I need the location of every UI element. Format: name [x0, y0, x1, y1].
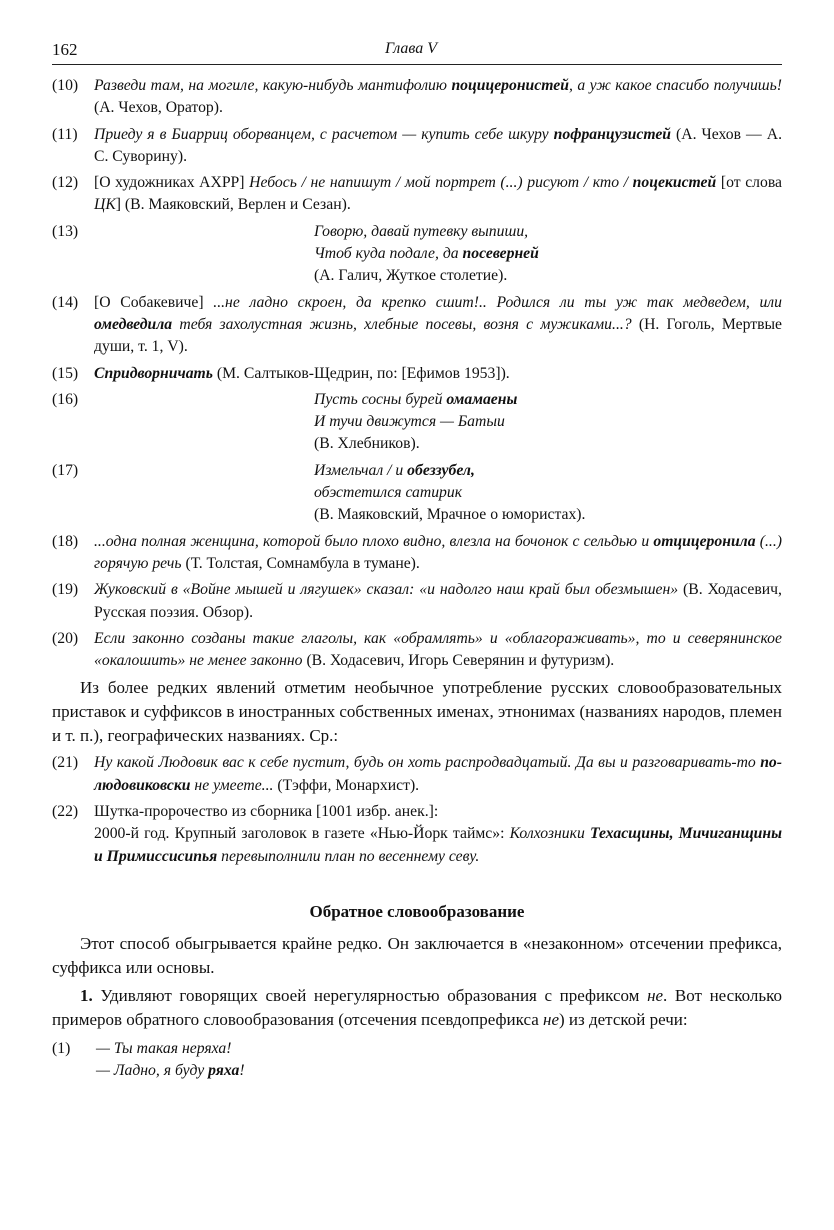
body-paragraph: Этот способ обыгрывается крайне редко. Он заключается в «незаконном» отсечении префикса, суффикса или основы.	[52, 933, 782, 977]
text-run: Чтоб куда подале, да	[314, 245, 463, 263]
verse-line	[314, 221, 782, 243]
body-paragraph: Из более редких явлений отметим необычное употребление русских словообразовательных приставок и суффиксов в иностранных собственных именах, этнонимах (названиях народов, племен и т. п.), географических названиях. Ср.:	[52, 678, 782, 746]
emphasized-word: пофранцузистей	[553, 125, 672, 143]
text-run: не умеете...	[190, 776, 274, 794]
example-10	[52, 75, 782, 120]
verse-line	[314, 482, 782, 504]
text-run: (М. Салтыков-Щедрин, по: [Ефимов 1953]).	[212, 364, 510, 382]
example-19	[52, 579, 782, 624]
text-run: (Тэффи, Монархист).	[273, 776, 420, 794]
example-16	[52, 389, 782, 456]
example-number: (13)	[52, 222, 79, 240]
emphasized-word: омедведила	[94, 315, 173, 333]
verse-line	[314, 389, 782, 411]
verse-line	[96, 1060, 782, 1082]
text-run: Разведи там, на могиле, какую-нибудь мантифолию	[94, 77, 452, 94]
verse-line	[314, 265, 782, 287]
emphasized-word: Спридворничать	[94, 364, 213, 382]
running-header	[52, 38, 782, 65]
text-run: , а уж какое спасибо получишь!	[568, 77, 782, 94]
emphasized-word: Техасщины, Мичиганщины и Примиссисипья	[94, 825, 782, 865]
example-number: (18)	[52, 532, 79, 550]
text-run: Колхозники	[509, 825, 590, 843]
example-number: (12)	[52, 174, 79, 192]
text-run: !	[239, 1061, 245, 1079]
verse-line	[314, 411, 782, 433]
emphasized-word: обеззубел,	[407, 461, 475, 479]
verse-block	[94, 460, 782, 527]
chapter-title: Глава V	[385, 40, 438, 57]
text-run: не	[647, 985, 664, 1005]
text-run: Шутка-пророчество из сборника [1001 избр. анек.]:	[94, 803, 439, 821]
example-15	[52, 363, 782, 385]
emphasized-word: поцекистей	[632, 174, 717, 192]
body-paragraph-numbered	[52, 984, 782, 1032]
example-number: (21)	[52, 754, 79, 772]
example-11	[52, 124, 782, 169]
page-number: 162	[52, 40, 78, 59]
example-18	[52, 531, 782, 576]
text-run: ...одна полная женщина, которой было плохо видно, влезла на бочонок с сельдью и	[94, 532, 654, 550]
text-run: (А. Чехов — А. С. Суворину).	[94, 125, 782, 165]
verse-line	[314, 504, 782, 526]
text-run: Небось / не напишут / мой портрет (...) рисуют / кто /	[249, 174, 633, 192]
example-number: (11)	[52, 125, 78, 143]
example-number: (17)	[52, 461, 79, 479]
example-number: (14)	[52, 293, 79, 311]
text-run: (В. Ходасевич, Игорь Северянин и футуризм).	[302, 652, 615, 670]
verse-line	[314, 433, 782, 455]
text-run: Жуковский в «Войне мышей и лягушек» сказал: «и надолго наш край был обезмышен»	[94, 581, 679, 599]
example-number: (19)	[52, 581, 79, 599]
text-run: ЦК	[94, 196, 116, 214]
example-21	[52, 752, 782, 797]
text-run: И тучи движутся — Батыи	[314, 413, 505, 431]
emphasized-word: посеверней	[462, 245, 539, 263]
text-run: Говорю, давай путевку выпиши,	[314, 222, 529, 240]
example-17	[52, 460, 782, 527]
text-run: [О художниках АХРР]	[94, 174, 250, 192]
text-run: [от слова	[716, 174, 782, 192]
emphasized-word: отцицеронила	[653, 532, 756, 550]
emphasized-word: омамаены	[446, 390, 518, 408]
text-run: Пусть сосны бурей	[314, 390, 447, 408]
text-run: обэстетился сатирик	[314, 484, 463, 502]
example-number: (1)	[52, 1039, 71, 1057]
text-run: [О Собакевиче]	[94, 293, 214, 311]
example-14	[52, 292, 782, 359]
emphasized-word: ряха	[208, 1061, 240, 1079]
text-run: . Вот несколько примеров обратного словообразования (отсечения псевдопрефикса	[52, 985, 782, 1029]
example-13	[52, 221, 782, 288]
text-run: (А. Чехов, Оратор).	[94, 99, 223, 117]
text-run: (В. Хлебников).	[314, 435, 420, 453]
dialogue-lines	[96, 1038, 782, 1082]
example-number: (15)	[52, 364, 79, 382]
text-run: Ну какой Людовик вас к себе пустит, будь он хоть распродвадцатый. Да вы и разговаривать-то	[94, 754, 761, 772]
example-number: (22)	[52, 803, 79, 821]
example-number: (20)	[52, 629, 79, 647]
text-run: не	[543, 1009, 560, 1029]
text-run: Удивляют говорящих своей нерегулярностью образования с префиксом	[92, 985, 648, 1005]
text-run: Приеду я в Биарриц оборванцем, с расчетом — купить себе шкуру	[94, 125, 554, 143]
text-run: — Ты такая неряха!	[96, 1039, 232, 1057]
verse-line	[96, 1038, 782, 1060]
emphasized-word: 1.	[80, 985, 93, 1005]
verse-block	[94, 221, 782, 288]
text-run: (...) горячую речь	[94, 532, 782, 572]
verse-block	[94, 389, 782, 456]
example-20	[52, 628, 782, 673]
text-run: Если законно созданы такие глаголы, как «обрамлять» и «облагораживать», то и северянинское «окалошить» не менее законно	[94, 629, 782, 670]
text-run: перевыполнили план по весеннему севу.	[217, 847, 480, 865]
example-22	[52, 801, 782, 868]
text-run: (В. Ходасевич, Русская поэзия. Обзор).	[94, 581, 782, 621]
verse-line	[314, 243, 782, 265]
emphasized-word: по-людовиковски	[94, 754, 782, 794]
text-run: (А. Галич, Жуткое столетие).	[314, 267, 508, 285]
text-run: 2000-й год. Крупный заголовок в газете «Нью-Йорк таймс»:	[94, 825, 510, 843]
text-run: тебя захолустная жизнь, хлебные посевы, возня с мужиками...?	[172, 315, 632, 333]
text-run: (В. Маяковский, Мрачное о юмористах).	[314, 506, 586, 524]
example-number: (16)	[52, 390, 79, 408]
text-run: ...не ладно скроен, да крепко сшит!.. Родился ли ты уж так медведем, или	[213, 293, 782, 311]
text-run: (Н. Гоголь, Мертвые души, т. 1, V).	[94, 315, 783, 356]
example-child-speech	[52, 1038, 782, 1082]
text-run: — Ладно, я буду	[96, 1061, 209, 1079]
section-heading: Обратное словообразование	[309, 901, 525, 921]
example-12	[52, 172, 782, 217]
example-number: (10)	[52, 77, 79, 94]
emphasized-word: поцицеронистей	[451, 77, 569, 94]
examples-group-a	[52, 75, 782, 217]
page	[52, 38, 782, 1082]
text-run: Измельчал / и	[314, 461, 408, 479]
text-run: ) из детской речи:	[559, 1009, 688, 1029]
text-run: (Т. Толстая, Сомнамбула в тумане).	[181, 554, 420, 572]
text-run: ] (В. Маяковский, Верлен и Сезан).	[115, 196, 351, 214]
verse-line	[314, 460, 782, 482]
